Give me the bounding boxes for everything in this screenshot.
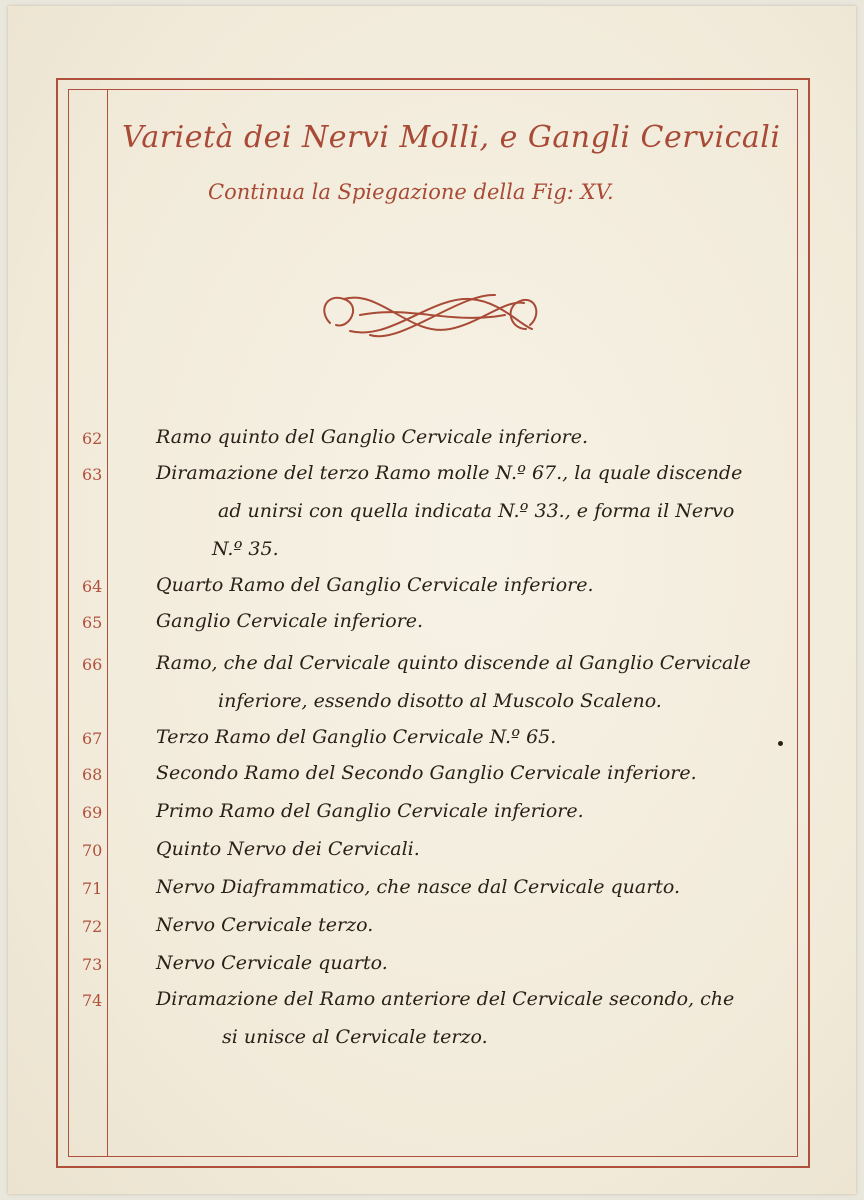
entry-number: 70	[82, 841, 103, 860]
entry-number: 66	[82, 655, 103, 674]
entry-number: 64	[82, 577, 103, 596]
entry-text-line: N.º 35.	[212, 538, 279, 560]
entry-text-line: Nervo Cervicale terzo.	[156, 914, 374, 936]
entry-text-line: Ramo quinto del Ganglio Cervicale inferiore.	[156, 426, 589, 448]
entry-text-line: Diramazione del terzo Ramo molle N.º 67., la quale discende	[156, 462, 743, 484]
entry-text-line: Quarto Ramo del Ganglio Cervicale inferiore.	[156, 574, 594, 596]
entry-text-line: Primo Ramo del Ganglio Cervicale inferiore.	[156, 800, 584, 822]
entry-number: 72	[82, 917, 103, 936]
entry-text-line: Ganglio Cervicale inferiore.	[156, 610, 424, 632]
entry-number: 74	[82, 991, 103, 1010]
page-title: Varietà dei Nervi Molli, e Gangli Cervicali	[122, 120, 781, 155]
entry-text-line: inferiore, essendo disotto al Muscolo Scaleno.	[218, 690, 662, 712]
entry-text-line: Nervo Diaframmatico, che nasce dal Cervicale quarto.	[156, 876, 681, 898]
entry-text-line: si unisce al Cervicale terzo.	[222, 1026, 488, 1048]
entry-number: 63	[82, 465, 103, 484]
entry-number: 71	[82, 879, 103, 898]
entry-number: 68	[82, 765, 103, 784]
entry-number: 73	[82, 955, 103, 974]
page-subtitle: Continua la Spiegazione della Fig: XV.	[208, 180, 614, 204]
entry-number: 67	[82, 729, 103, 748]
entry-text-line: Ramo, che dal Cervicale quinto discende al Ganglio Cervicale	[156, 652, 751, 674]
ink-blot	[778, 741, 783, 746]
entry-number: 69	[82, 803, 103, 822]
entry-text-line: Quinto Nervo dei Cervicali.	[156, 838, 420, 860]
entry-number: 62	[82, 429, 103, 448]
entry-text-line: Secondo Ramo del Secondo Ganglio Cervicale inferiore.	[156, 762, 697, 784]
entry-text-line: Terzo Ramo del Ganglio Cervicale N.º 65.	[156, 726, 557, 748]
entry-text-line: ad unirsi con quella indicata N.º 33., e forma il Nervo	[218, 500, 735, 522]
entry-number: 65	[82, 613, 103, 632]
entry-text-line: Nervo Cervicale quarto.	[156, 952, 388, 974]
entry-text-line: Diramazione del Ramo anteriore del Cervicale secondo, che	[156, 988, 735, 1010]
